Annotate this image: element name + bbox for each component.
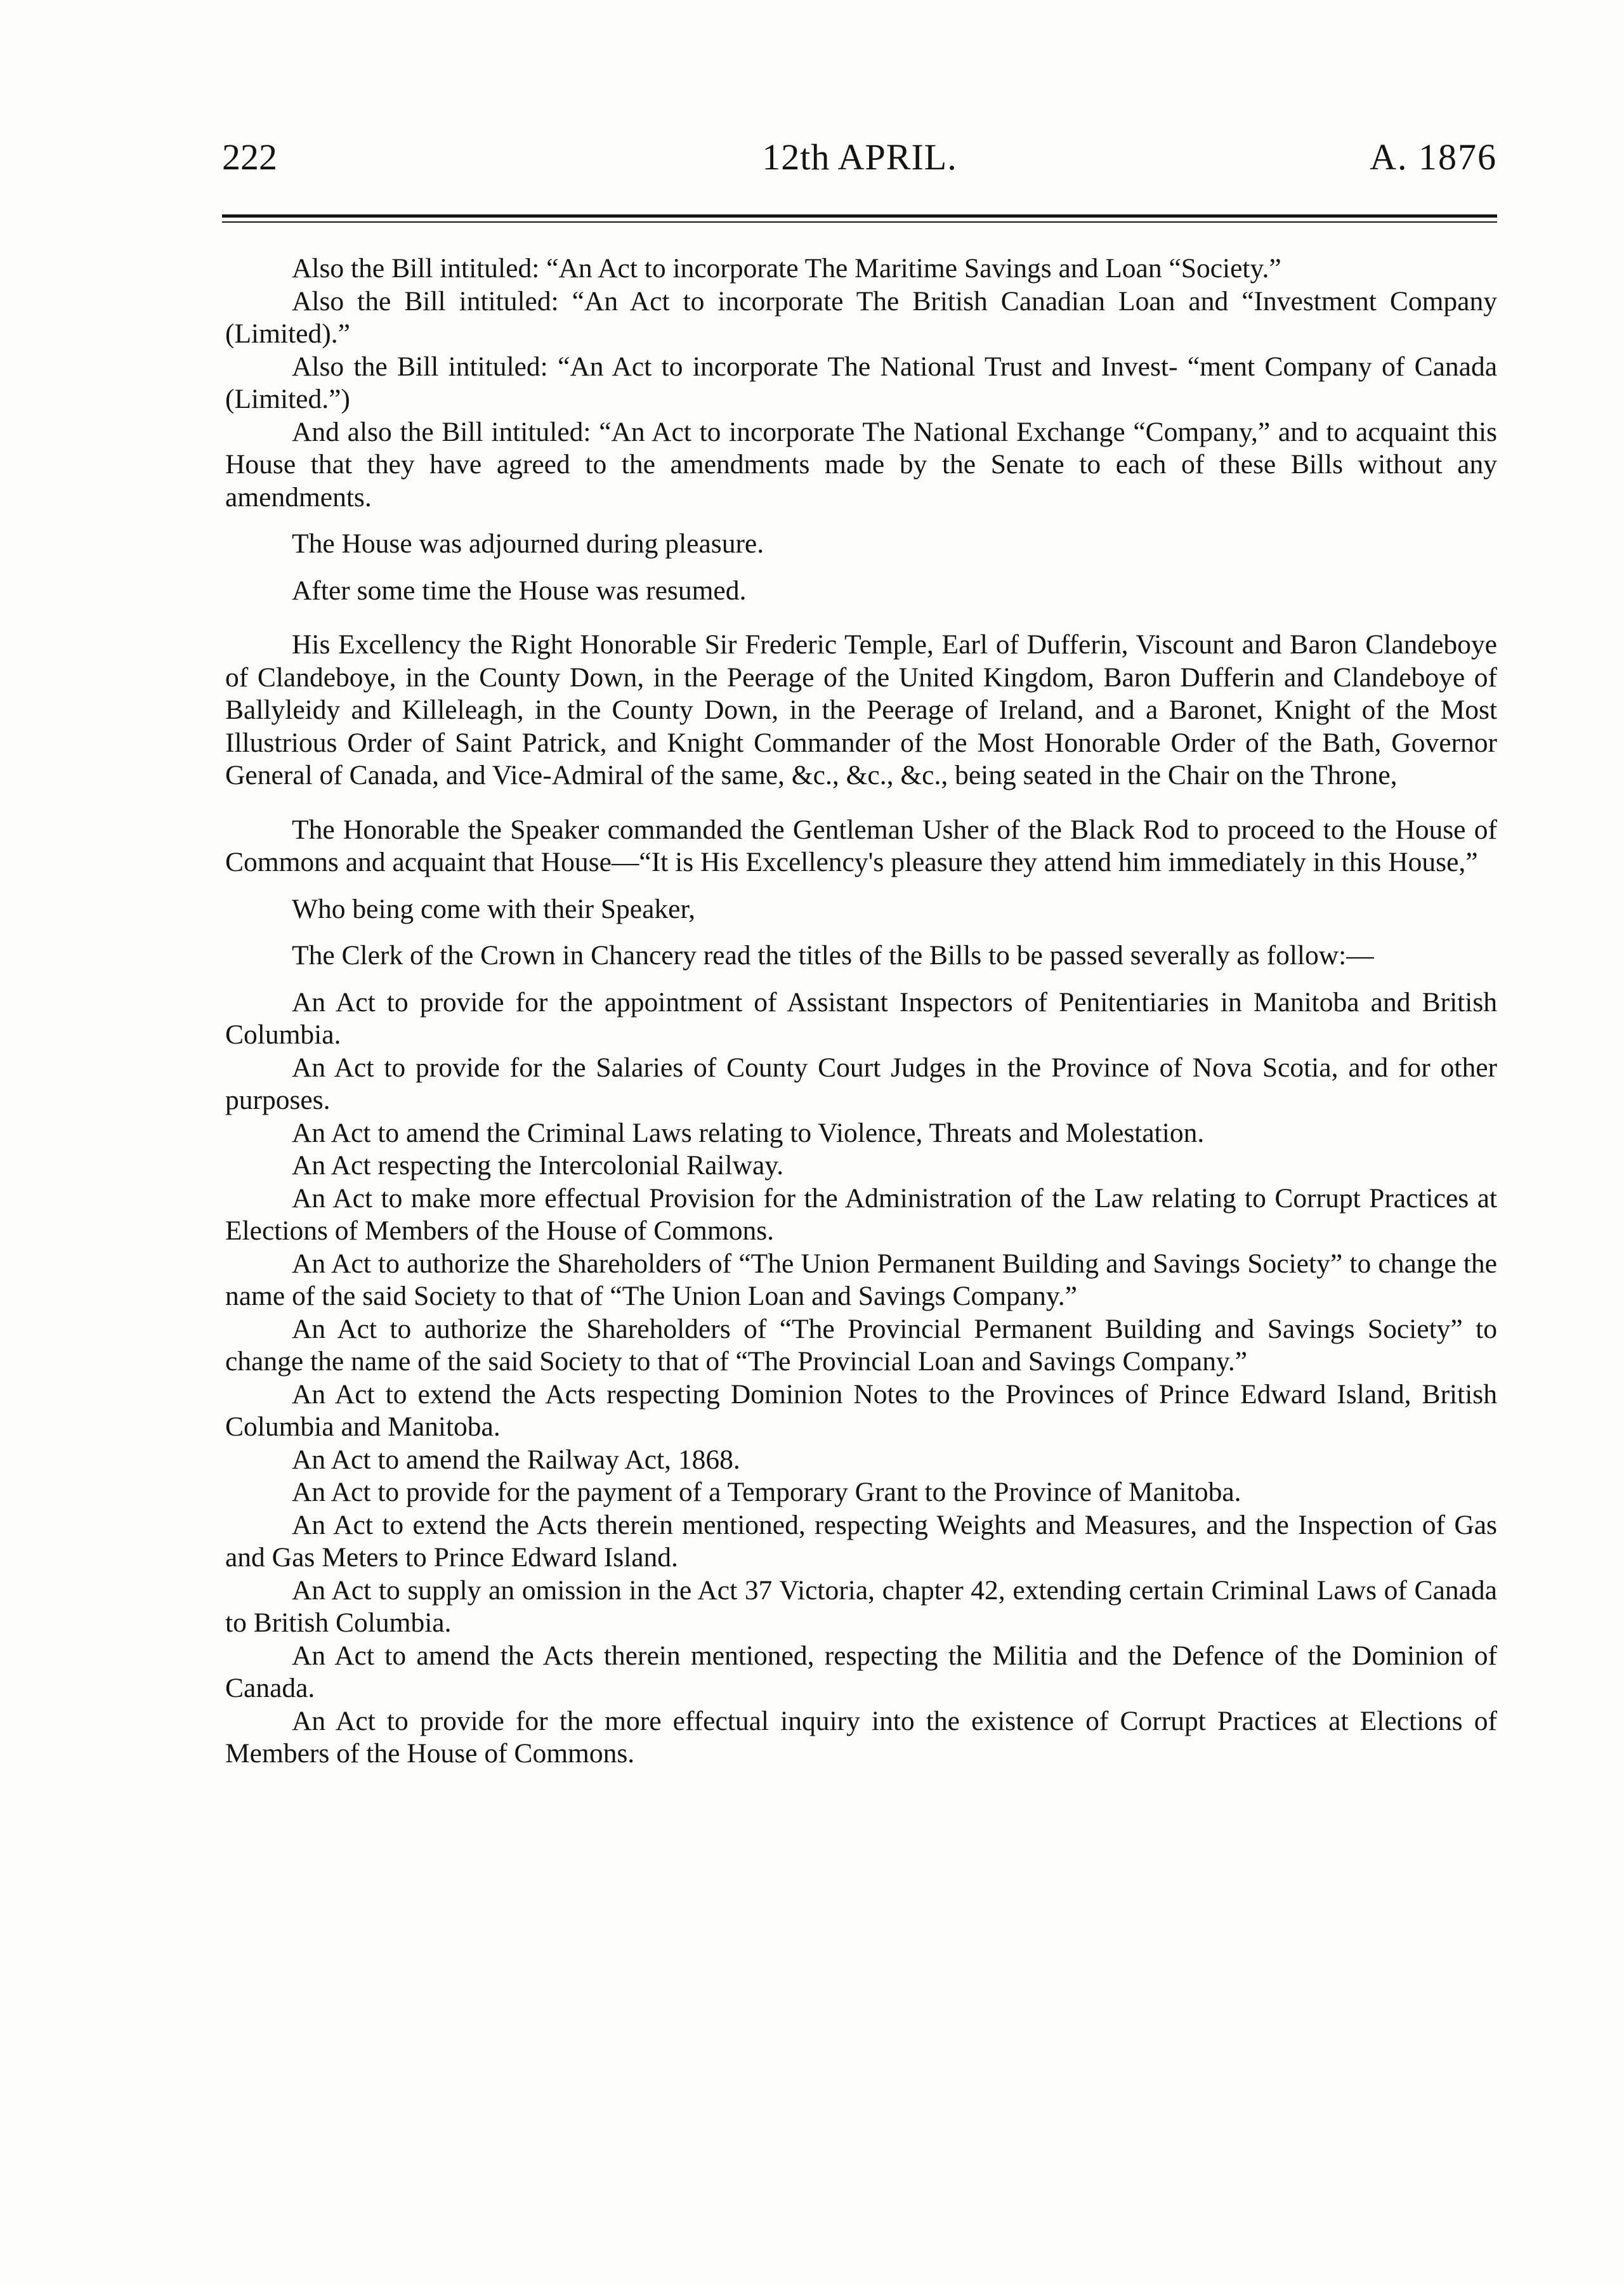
- act-item: An Act to authorize the Shareholders of “The Union Permanent Building and Savings Society” to change the name of the said Society to that of “The Union Loan and Savings Company.”: [225, 1248, 1497, 1311]
- act-item: An Act to extend the Acts respecting Dominion Notes to the Provinces of Prince Edward Island, British Columbia and Manitoba.: [225, 1378, 1497, 1442]
- act-item: An Act to provide for the appointment of Assistant Inspectors of Penitentiaries in Manitoba and British Columbia.: [225, 986, 1497, 1050]
- page-number: 222: [222, 136, 277, 178]
- act-item: An Act to authorize the Shareholders of “The Provincial Permanent Building and Savings Society” to change the name of the said Society to that of “The Provincial Loan and Savings Company.”: [225, 1313, 1497, 1377]
- bill-paragraph: Also the Bill intituled: “An Act to incorporate The National Trust and Invest- “ment Company of Canada (Limited.”): [225, 351, 1497, 414]
- governor-general-paragraph: His Excellency the Right Honorable Sir Frederic Temple, Earl of Dufferin, Viscount and Baron Clandeboye of Clandeboye, in the County Down, in the Peerage of the United Kingdom, Baron Dufferin and Clandeboye of Ballyleidy and Killeleagh, in the County Down, in the Peerage of Ireland, and a Baronet, Knight of the Most Illustrious Order of Saint Patrick, and Knight Commander of the Most Honorable Order of the Bath, Governor General of Canada, and Vice-Admiral of the same, &c., &c., &c., being seated in the Chair on the Throne,: [225, 629, 1497, 790]
- adjournment-paragraph: The House was adjourned during pleasure.: [292, 528, 764, 559]
- act-item: An Act to provide for the Salaries of County Court Judges in the Province of Nova Scotia, and for other purposes.: [225, 1052, 1497, 1115]
- act-item: An Act to make more effectual Provision for the Administration of the Law relating to Corrupt Practices at Elections of Members of the House of Commons.: [225, 1182, 1497, 1246]
- page-body: [225, 252, 1497, 1771]
- resumption-paragraph: After some time the House was resumed.: [292, 575, 747, 606]
- bill-paragraph: Also the Bill intituled: “An Act to incorporate The Maritime Savings and Loan “Society.”: [292, 253, 1281, 284]
- speaker-paragraph: The Honorable the Speaker commanded the Gentleman Usher of the Black Rod to proceed to the House of Commons and acquaint that House—“It is His Excellency's pleasure they attend him immediately in this House,”: [225, 814, 1497, 877]
- act-item: An Act to supply an omission in the Act 37 Victoria, chapter 42, extending certain Criminal Laws of Canada to British Columbia.: [225, 1575, 1497, 1638]
- speaker-arrival-paragraph: Who being come with their Speaker,: [292, 893, 696, 924]
- running-title: 12th APRIL.: [762, 136, 957, 178]
- bill-paragraph: Also the Bill intituled: “An Act to incorporate The British Canadian Loan and “Investment Company (Limited).”: [225, 285, 1497, 349]
- act-item: An Act to amend the Criminal Laws relating to Violence, Threats and Molestation.: [292, 1117, 1205, 1148]
- year-label: A. 1876: [1370, 136, 1497, 178]
- act-item: An Act to provide for the more effectual inquiry into the existence of Corrupt Practices at Elections of Members of the House of Commons.: [225, 1705, 1497, 1769]
- act-item: An Act respecting the Intercolonial Railway.: [292, 1150, 784, 1181]
- bill-paragraph: And also the Bill intituled: “An Act to incorporate The National Exchange “Company,” and to acquaint this House that they have agreed to the amendments made by the Senate to each of these Bills without any amendments.: [225, 416, 1497, 513]
- act-item: An Act to extend the Acts therein mentioned, respecting Weights and Measures, and the Inspection of Gas and Gas Meters to Prince Edward Island.: [225, 1509, 1497, 1573]
- clerk-paragraph: The Clerk of the Crown in Chancery read the titles of the Bills to be passed severally as follow:—: [292, 940, 1374, 971]
- header-rule-thin: [222, 221, 1497, 223]
- page-header: [222, 132, 1497, 183]
- act-item: An Act to amend the Acts therein mentioned, respecting the Militia and the Defence of the Dominion of Canada.: [225, 1640, 1497, 1703]
- header-rule-thick: [222, 214, 1497, 218]
- act-item: An Act to amend the Railway Act, 1868.: [292, 1444, 740, 1475]
- act-item: An Act to provide for the payment of a Temporary Grant to the Province of Manitoba.: [292, 1477, 1241, 1507]
